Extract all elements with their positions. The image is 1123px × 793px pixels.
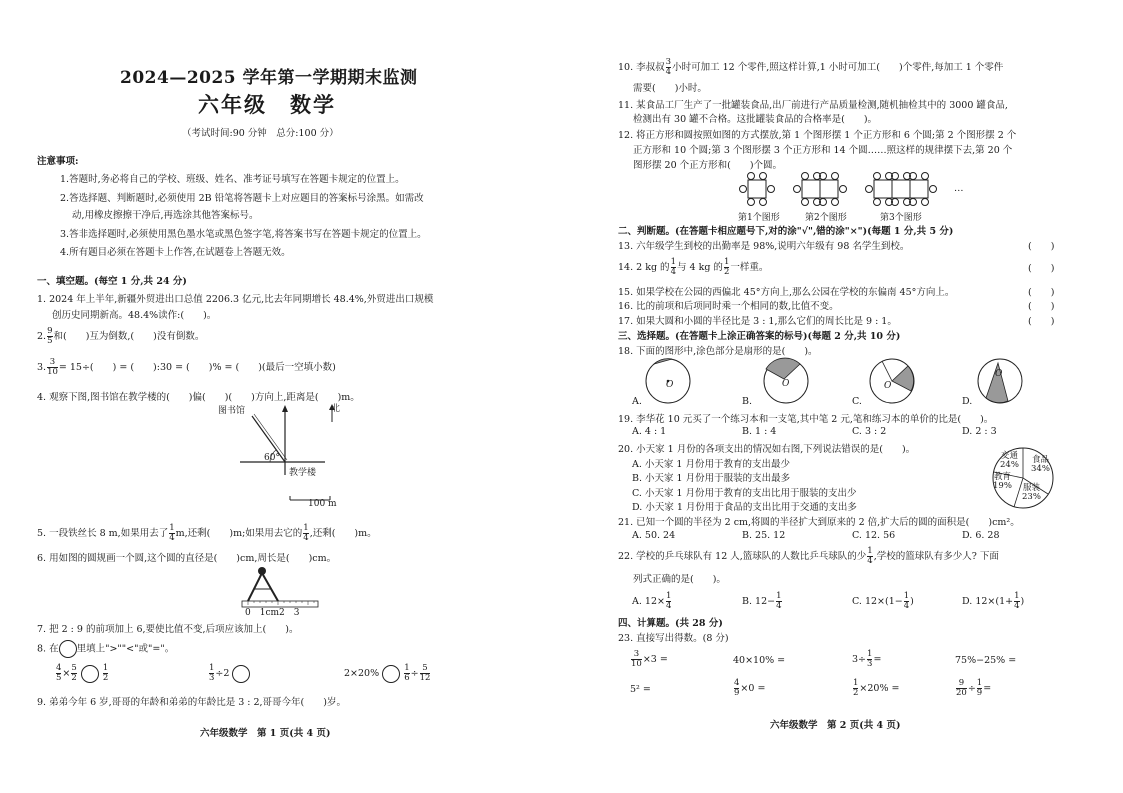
option-22-c: C. 12×(1− $\frac{1}{4}$ ) <box>852 591 914 611</box>
question-22-cont: 列式正确的是( )。 <box>633 574 726 585</box>
note-1: 1.答题时,务必将自己的学校、班级、姓名、准考证号填写在答题卡规定的位置上。 <box>60 174 405 185</box>
north-label: 北 <box>331 404 341 414</box>
pie-slice-education: 教育 19% <box>993 472 1012 491</box>
question-2: 2. $\frac{9}{5}$ 和( )互为倒数,( )没有倒数。 <box>37 326 205 346</box>
question-16: 16. 比的前项和后项同时乘一个相同的数,比值不变。 <box>618 301 839 312</box>
option-20-b: B. 小天家 1 月份用于服装的支出最多 <box>632 473 791 484</box>
option-21-b: B. 25. 12 <box>742 530 786 541</box>
question-12-cont2: 图形摆 20 个正方形和( )个圆。 <box>633 160 783 171</box>
exam-info: （考试时间:90 分钟 总分:100 分） <box>182 128 339 139</box>
compare-circle-icon <box>81 665 99 683</box>
pie-slice-food: 食品 34% <box>1031 455 1050 474</box>
option-18-d: D. <box>962 396 973 407</box>
pattern-ellipsis: … <box>954 183 964 194</box>
question-13: 13. 六年级学生到校的出勤率是 98%,说明六年级有 98 名学生到校。 <box>618 241 910 252</box>
option-19-a: A. 4 : 1 <box>632 426 667 437</box>
option-21-a: A. 50. 24 <box>632 530 676 541</box>
angle-label: 60° <box>264 453 280 463</box>
question-11-cont: 检测出有 30 罐不合格。这批罐装食品的合格率是( )。 <box>633 114 878 125</box>
option-18-c: C. <box>852 396 862 407</box>
answer-paren-13: ( ) <box>1028 241 1055 252</box>
question-10-cont: 需要( )小时。 <box>633 83 707 94</box>
direction-diagram <box>230 400 340 515</box>
question-12: 12. 将正方形和圆按照如图的方式摆放,第 1 个图形摆 1 个正方形和 6 个圆;第 2 个图形摆 2 个 <box>618 130 1017 141</box>
question-14: 14. 2 kg 的 $\frac{1}{4}$ 与 4 kg 的 $\frac{1}{2}$ 一样重。 <box>618 257 769 277</box>
section-multiple-choice: 三、选择题。(在答题卡上涂正确答案的标号)(每题 2 分,共 10 分) <box>618 331 901 342</box>
option-20-a: A. 小天家 1 月份用于教育的支出最少 <box>632 459 790 470</box>
notes-title: 注意事项: <box>37 156 79 167</box>
calc-8: $\frac{9}{20}$ ÷ $\frac{1}{9}$ = <box>956 678 992 698</box>
sector-options-figure <box>636 355 1036 410</box>
calc-4: 75%−25% = <box>955 655 1017 666</box>
option-22-d: D. 12×(1+ $\frac{1}{4}$ ) <box>962 591 1025 611</box>
option-18-a: A. <box>632 396 642 407</box>
calc-7: $\frac{1}{2}$ ×20% = <box>853 678 900 698</box>
page-footer-1: 六年级数学 第 1 页(共 4 页) <box>200 728 331 739</box>
question-9: 9. 弟弟今年 6 岁,哥哥的年龄和弟弟的年龄比是 3 : 2,哥哥今年( )岁。 <box>37 697 346 708</box>
question-12-cont1: 正方形和 10 个圆;第 3 个图形摆 3 个正方形和 14 个圆……照这样的规律摆下去,第 20 个 <box>633 145 1013 156</box>
option-22-a: A. 12× $\frac{1}{4}$ <box>632 591 672 611</box>
section-calculation: 四、计算题。(共 28 分) <box>618 618 723 629</box>
answer-paren-17: ( ) <box>1028 316 1055 327</box>
answer-paren-15: ( ) <box>1028 287 1055 298</box>
calc-5: 5² = <box>630 684 651 695</box>
note-2: 2.答选择题、判断题时,必须使用 2B 铅笔将答题卡上对应题目的答案标号涂黑。如需改 <box>60 193 424 204</box>
pie-slice-transport: 交通 24% <box>1000 451 1019 470</box>
section-true-false: 二、判断题。(在答题卡相应题号下,对的涂"√",错的涂"×")(每题 1 分,共 5 分) <box>618 226 954 237</box>
ruler-label: 0 1cm2 3 <box>245 608 300 618</box>
library-label: 图书馆 <box>218 406 246 416</box>
section-fill-blank: 一、填空题。(每空 1 分,共 24 分) <box>37 276 187 287</box>
page-footer-2: 六年级数学 第 2 页(共 4 页) <box>770 720 901 731</box>
question-17: 17. 如果大圆和小圆的半径比是 3 : 1,那么它们的周长比是 9 : 1。 <box>618 316 897 327</box>
question-10: 10. 李叔叔 $\frac{3}{4}$ 小时可加工 12 个零件,照这样计算,1 小时可加工( )个零件,每加工 1 个零件 <box>618 57 1004 77</box>
exam-subtitle: 六年级 数学 <box>198 92 336 117</box>
figure-2-label: 第2个图形 <box>805 213 847 223</box>
exam-title: 2024—2025 学年第一学期期末监测 <box>120 68 418 88</box>
calc-3: 3÷ $\frac{1}{3}$ = <box>852 649 882 669</box>
note-3: 3.答非选择题时,必须使用黑色墨水笔或黑色签字笔,将答案书写在答题卡规定的位置上。 <box>60 229 427 240</box>
question-11: 11. 某食品工厂生产了一批罐装食品,出厂前进行产品质量检测,随机抽检其中的 3000 罐食品, <box>618 100 1008 111</box>
question-1-cont: 创历史同期新高。48.4%读作:( )。 <box>52 310 217 321</box>
calc-2: 40×10% = <box>733 655 786 666</box>
option-20-c: C. 小天家 1 月份用于教育的支出比用于服装的支出少 <box>632 488 857 499</box>
question-18: 18. 下面的图形中,涂色部分是扇形的是( )。 <box>618 346 818 357</box>
note-4: 4.所有题目必须在答题卡上作答,在试题卷上答题无效。 <box>60 247 291 258</box>
option-20-d: D. 小天家 1 月份用于食品的支出比用于交通的支出多 <box>632 502 857 513</box>
center-label-c: O <box>884 381 892 391</box>
scale-label: 100 m <box>308 499 337 509</box>
question-4: 4. 观察下图,图书馆在教学楼的( )偏( )( )方向上,距离是( )m。 <box>37 392 360 403</box>
option-19-b: B. 1 : 4 <box>742 426 777 437</box>
calc-6: $\frac{4}{9}$ ×0 = <box>734 678 766 698</box>
question-20: 20. 小天家 1 月份的各项支出的情况如右图,下列说法错误的是( )。 <box>618 444 916 455</box>
figure-3-label: 第3个图形 <box>880 213 922 223</box>
option-22-b: B. 12− $\frac{1}{4}$ <box>742 591 782 611</box>
answer-paren-16: ( ) <box>1028 301 1055 312</box>
center-label-a: O <box>666 380 674 390</box>
school-label: 教学楼 <box>289 468 317 478</box>
option-21-c: C. 12. 56 <box>852 530 896 541</box>
compare-circle-icon <box>59 640 77 658</box>
question-8: 8. 在 里填上">""<"或"="。 <box>37 640 174 658</box>
figure-1-label: 第1个图形 <box>738 213 780 223</box>
question-3: 3. $\frac{3}{10}$ = 15÷( ) = ( ):30 = ( )% = ( )(最后一空填小数) <box>37 357 336 377</box>
center-label-d: O <box>995 369 1003 379</box>
answer-paren-14: ( ) <box>1028 263 1055 274</box>
compare-3: 2×20% $\frac{1}{6}$ ÷ $\frac{5}{12}$ <box>344 663 431 683</box>
question-19: 19. 李华花 10 元买了一个练习本和一支笔,其中笔 2 元,笔和练习本的单价的比是( )。 <box>618 414 994 425</box>
question-6: 6. 用如图的圆规画一个圆,这个圆的直径是( )cm,周长是( )cm。 <box>37 553 337 564</box>
center-label-b: O <box>782 379 790 389</box>
compare-circle-icon <box>232 665 250 683</box>
question-23: 23. 直接写出得数。(8 分) <box>618 633 729 644</box>
question-22: 22. 学校的乒乓球队有 12 人,篮球队的人数比乒乓球队的少 $\frac{1}{4}$ ,学校的篮球队有多少人? 下面 <box>618 546 999 566</box>
compare-2: $\frac{1}{3}$ ÷2 <box>208 664 250 683</box>
question-1: 1. 2024 年上半年,新疆外贸进出口总值 2206.3 亿元,比去年同期增长 48.4%,外贸进出口规模 <box>37 294 434 305</box>
note-2-cont: 动,用橡皮擦擦干净后,再选涂其他答案标号。 <box>72 210 259 221</box>
pattern-figures <box>738 172 968 212</box>
compare-1: $\frac{4}{5}$ × $\frac{5}{2}$ $\frac{1}{2}$ <box>56 663 109 683</box>
option-19-c: C. 3 : 2 <box>852 426 887 437</box>
option-21-d: D. 6. 28 <box>962 530 1000 541</box>
pie-slice-clothing: 服装 23% <box>1022 483 1041 502</box>
option-19-d: D. 2 : 3 <box>962 426 997 437</box>
question-5: 5. 一段铁丝长 8 m,如果用去了 $\frac{1}{4}$ m,还剩( )m;如果用去它的 $\frac{1}{4}$ ,还剩( )m。 <box>37 523 377 543</box>
question-21: 21. 已知一个圆的半径为 2 cm,将圆的半径扩大到原来的 2 倍,扩大后的圆的面积是( )cm²。 <box>618 517 1020 528</box>
compare-circle-icon <box>382 665 400 683</box>
question-15: 15. 如果学校在公园的西偏北 45°方向上,那么公园在学校的东偏南 45°方向上。 <box>618 287 955 298</box>
option-18-b: B. <box>742 396 753 407</box>
calc-1: $\frac{3}{10}$ ×3 = <box>631 649 668 669</box>
question-7: 7. 把 2 : 9 的前项加上 6,要使比值不变,后项应该加上( )。 <box>37 624 299 635</box>
